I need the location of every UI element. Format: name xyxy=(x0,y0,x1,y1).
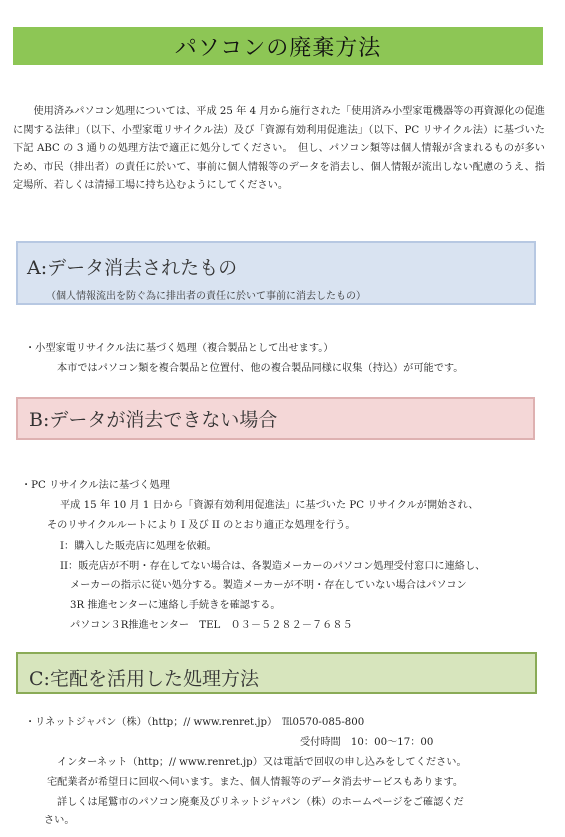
section-b-header xyxy=(16,397,535,440)
section-b-title: B:データが消去できない場合 xyxy=(29,409,278,431)
section-b-line: パソコン３R推進センター TEL ０３－５２８２－７６８５ xyxy=(70,620,353,631)
section-b-line: 平成 15 年 10 月 1 日から「資源有効利用促進法」に基づいた PC リサイクルが開始され、 xyxy=(60,500,479,511)
section-a-header xyxy=(16,241,536,305)
section-c-header xyxy=(16,652,537,694)
section-c-line: ・リネットジャパン（株）（http；// www.renret.jp） ℡0570-085-800 xyxy=(25,717,365,728)
section-b-line: メーカーの指示に従い処分する。製造メーカーが不明・存在していない場合はパソコン xyxy=(70,580,467,591)
section-a-line: ・小型家電リサイクル法に基づく処理（複合製品として出せます。） xyxy=(25,343,334,354)
section-c-line: 宅配業者が希望日に回収へ伺います。また、個人情報等のデータ消去サービスもあります。 xyxy=(47,777,464,788)
page-title: パソコンの廃棄方法 xyxy=(174,35,382,61)
section-a-title: A:データ消去されたもの xyxy=(27,257,238,279)
section-c-line: インターネット（http；// www.renret.jp）又は電話で回収の申し込みをしてください。 xyxy=(57,757,467,768)
title-banner xyxy=(13,27,543,65)
section-c-line: 受付時間 10：00～17：00 xyxy=(300,737,434,748)
section-b-line: I：購入した販売店に処理を依頼。 xyxy=(60,541,217,552)
section-c-line: 詳しくは尾鷲市のパソコン廃棄及びリネットジャパン（株）のホームページをご確認くだ xyxy=(57,797,464,808)
section-b-line: そのリサイクルルートにより I 及び II のとおり適正な処理を行う。 xyxy=(47,520,356,531)
intro-paragraph: 使用済みパソコン処理については、平成 25 年 4 月から施行された「使用済み小型家電機器等の再資源化の促進に関する法律」（以下、小型家電リサイクル法）及び「資源有効利用促進法」（以下、PC リサイクル法）に基づいた下記 ABC の 3 通りの処理方法で適正に処分してください。 但し、パソコン類等は個人情報が含まれるものが多いため、市民（排出者）の責任に於いて、事前に個人情報等のデータを消去し、個人情報が流出しない配慮のうえ、指定場所、若しくは清掃工場に持ち込むようにしてください。 xyxy=(13,106,545,192)
section-a-line: 本市ではパソコン類を複合製品と位置付、他の複合製品同様に収集（持込）が可能です。 xyxy=(57,363,464,374)
section-a-subtitle: （個人情報流出を防ぐ為に排出者の責任に於いて事前に消去したもの） xyxy=(46,291,366,302)
section-c-title: C:宅配を活用した処理方法 xyxy=(29,668,259,690)
section-b-line: 3R 推進センターに連絡し手続きを確認する。 xyxy=(70,600,281,611)
section-c-line: さい。 xyxy=(44,815,75,826)
section-b-line: II：販売店が不明・存在してない場合は、各製造メーカーのパソコン処理受付窓口に連絡し、 xyxy=(60,561,486,572)
section-b-line: ・PC リサイクル法に基づく処理 xyxy=(21,480,170,491)
